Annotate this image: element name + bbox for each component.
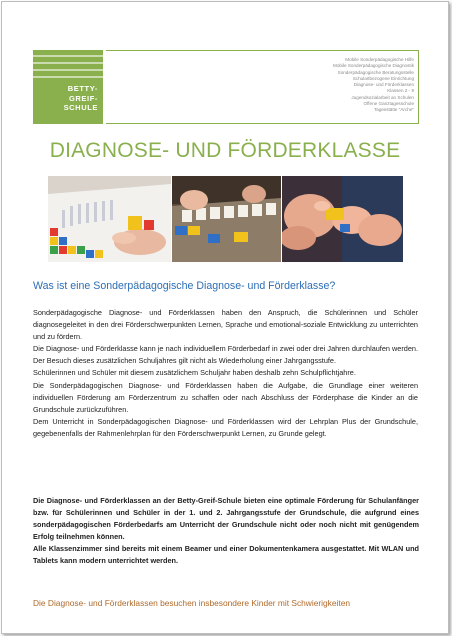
document-page — [1, 1, 449, 634]
photo-letter-cards-on-table — [172, 176, 281, 262]
paragraph: Schülerinnen und Schüler mit diesem zusätzlichem Schuljahr haben deshalb zehn Schulpflichtjahre. — [33, 368, 356, 378]
paragraph: Dem Unterricht in Sonderpädagogischen Diagnose- und Förderklassen wird der Lehrplan Plus der Grundschule, gegebenenfalls der Rahmenlehrplan für den Förderschwerpunkt Lernen, zu Grunde gelegt. — [33, 416, 418, 438]
service-item: Jugendsozialarbeit an Schulen — [351, 94, 414, 100]
section-heading: Was ist eine Sonderpädagogische Diagnose- und Förderklasse? — [33, 280, 336, 292]
services-list — [333, 57, 414, 114]
logo-name-line: GREIF- — [68, 93, 98, 103]
service-item: Klassen 2 - 9 — [387, 88, 414, 94]
header-box — [106, 50, 419, 124]
logo-stripe — [33, 69, 103, 71]
logo-stripe — [33, 55, 103, 57]
service-item: Mobile Sonderpädagogische Hilfe — [345, 57, 414, 62]
bold-paragraph: Alle Klassenzimmer sind bereits mit einem Beamer und einer Dokumentenkamera ausgestattet. Mit WLAN und Tablets kann modern unterrichtet werden. — [33, 544, 419, 566]
photo-strip — [48, 176, 403, 262]
school-logo — [33, 50, 103, 124]
paragraph: Die Sonderpädagogischen Diagnose- und Förderklassen haben die Aufgabe, die Grundlage einer weiteren individuellen Förderung am Förderzentrum zu schaffen oder nach Abschluss der Förderphase die Kinder an die Grundschule zurückzuführen. — [33, 380, 418, 414]
logo-stripe — [33, 62, 103, 64]
service-item: Diagnose- und Förderklassen — [353, 82, 414, 88]
paragraph: Die Diagnose- und Förderklasse kann je nach individuellem Förderbedarf in zwei oder drei Jahren durchlaufen werden. Der Besuch dieses zusätzlichen Schuljahres gilt nicht als Wiederholung einer Jahrgangsstufe. — [33, 344, 418, 366]
body-text — [33, 307, 418, 440]
service-item: Tagesstätte "Arche" — [373, 107, 414, 113]
highlight-text — [33, 495, 419, 568]
page-title: DIAGNOSE- UND FÖRDERKLASSE — [49, 139, 401, 162]
photo-hands-sorting-colored-blocks — [48, 176, 171, 262]
service-item: Sonderpädagogische Beratungsstelle — [337, 69, 414, 75]
service-item: Mobile Sonderpädagogische Diagnostik — [333, 63, 414, 69]
paragraph: Sonderpädagogische Diagnose- und Förderklassen haben den Anspruch, die Schülerinnen und Schüler diagnosegeleitet in den drei Förderschwerpunkten Lernen, Sprache und emotional-soziale Entwicklung zu unterrichten und zu fördern. — [33, 308, 418, 342]
service-item: Offene Ganztagesschule — [363, 101, 414, 107]
logo-name — [64, 84, 98, 113]
bold-paragraph: Die Diagnose- und Förderklassen an der Betty-Greif-Schule bieten eine optimale Förderung für Schulanfänger bzw. für Schülerinnen und Schüler in der 1. und 2. Jahrgangsstufe der Grundschule, die aufgrund eines sonderpädagogischen Förderbedarfs am Unterricht der Grundschule nicht oder noch nicht mit genügendem Erfolg teilnehmen können. — [33, 496, 419, 542]
logo-name-line: BETTY- — [67, 84, 98, 93]
logo-stripe — [33, 76, 103, 78]
footer-text: Die Diagnose- und Förderklassen besuchen insbesondere Kinder mit Schwierigkeiten — [33, 598, 351, 608]
logo-name-line: SCHULE — [63, 103, 98, 112]
service-item: Schulartbezogene Einrichtung — [352, 75, 414, 81]
photo-hands-with-yellow-block — [282, 176, 403, 262]
